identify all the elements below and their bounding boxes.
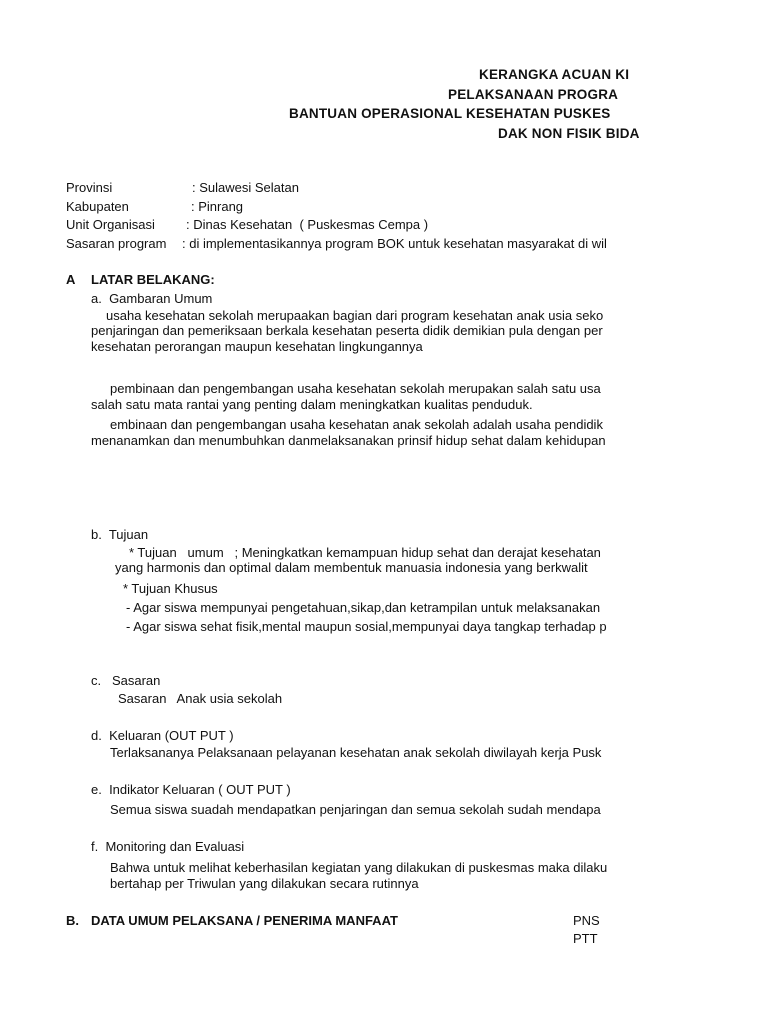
- doc-title-line-4: DAK NON FISIK BIDA: [498, 126, 640, 141]
- monitoring-body-line-2: bertahap per Triwulan yang dilakukan secara rutinnya: [110, 876, 419, 891]
- sasaran-program-value: : di implementasikannya program BOK untuk kesehatan masyarakat di wil: [182, 236, 607, 251]
- subsection-c-title: c. Sasaran: [91, 673, 161, 688]
- gambaran-p1-line-3: kesehatan perorangan maupun kesehatan lingkungannya: [91, 339, 423, 354]
- subsection-b-title: b. Tujuan: [91, 527, 149, 542]
- gambaran-p2-line-1: pembinaan dan pengembangan usaha kesehatan sekolah merupakan salah satu usa: [110, 381, 601, 396]
- tujuan-umum-line-2: yang harmonis dan optimal dalam membentuk manuasia indonesia yang berkwalit: [115, 560, 588, 575]
- subsection-f-title: f. Monitoring dan Evaluasi: [91, 839, 245, 854]
- sasaran-program-label: Sasaran program: [66, 236, 167, 251]
- subsection-a-title: a. Gambaran Umum: [91, 291, 213, 306]
- column-pns: PNS: [573, 913, 600, 928]
- section-a-letter: A: [66, 272, 76, 287]
- kabupaten-value: : Pinrang: [191, 199, 244, 214]
- gambaran-p1-line-1: usaha kesehatan sekolah merupaakan bagian dari program kesehatan anak usia seko: [106, 308, 604, 323]
- tujuan-khusus-title: * Tujuan Khusus: [123, 581, 218, 596]
- section-a-heading: LATAR BELAKANG:: [91, 272, 215, 287]
- sasaran-body: Sasaran Anak usia sekolah: [118, 691, 283, 706]
- subsection-d-title: d. Keluaran (OUT PUT ): [91, 728, 234, 743]
- tujuan-khusus-item-2: - Agar siswa sehat fisik,mental maupun sosial,mempunyai daya tangkap terhadap p: [126, 619, 607, 634]
- gambaran-p3-line-2: menanamkan dan menumbuhkan danmelaksanakan prinsif hidup sehat dalam kehidupan: [91, 433, 606, 448]
- tujuan-khusus-item-1: - Agar siswa mempunyai pengetahuan,sikap,dan ketrampilan untuk melaksanakan: [126, 600, 601, 615]
- gambaran-p1-line-2: penjaringan dan pemeriksaan berkala kesehatan peserta didik demikian pula dengan per: [91, 323, 603, 338]
- tujuan-umum-line-1: * Tujuan umum ; Meningkatkan kemampuan hidup sehat dan derajat kesehatan: [129, 545, 601, 560]
- column-ptt: PTT: [573, 931, 598, 946]
- unit-organisasi-label: Unit Organisasi: [66, 217, 155, 232]
- doc-title-line-3: BANTUAN OPERASIONAL KESEHATAN PUSKES: [289, 106, 611, 121]
- monitoring-body-line-1: Bahwa untuk melihat keberhasilan kegiatan yang dilakukan di puskesmas maka dilaku: [110, 860, 608, 875]
- section-b-letter: B.: [66, 913, 79, 928]
- unit-organisasi-value: : Dinas Kesehatan ( Puskesmas Cempa ): [186, 217, 429, 232]
- doc-title-line-1: KERANGKA ACUAN KI: [479, 67, 630, 82]
- provinsi-label: Provinsi: [66, 180, 113, 195]
- provinsi-value: : Sulawesi Selatan: [192, 180, 299, 195]
- keluaran-body: Terlaksananya Pelaksanaan pelayanan kesehatan anak sekolah diwilayah kerja Pusk: [110, 745, 602, 760]
- doc-title-line-2: PELAKSANAAN PROGRA: [448, 87, 619, 102]
- section-b-heading: DATA UMUM PELAKSANA / PENERIMA MANFAAT: [91, 913, 398, 928]
- kabupaten-label: Kabupaten: [66, 199, 129, 214]
- gambaran-p2-line-2: salah satu mata rantai yang penting dalam meningkatkan kualitas penduduk.: [91, 397, 533, 412]
- gambaran-p3-line-1: embinaan dan pengembangan usaha kesehatan anak sekolah adalah usaha pendidik: [110, 417, 603, 432]
- indikator-body: Semua siswa suadah mendapatkan penjaringan dan semua sekolah sudah mendapa: [110, 802, 601, 817]
- subsection-e-title: e. Indikator Keluaran ( OUT PUT ): [91, 782, 291, 797]
